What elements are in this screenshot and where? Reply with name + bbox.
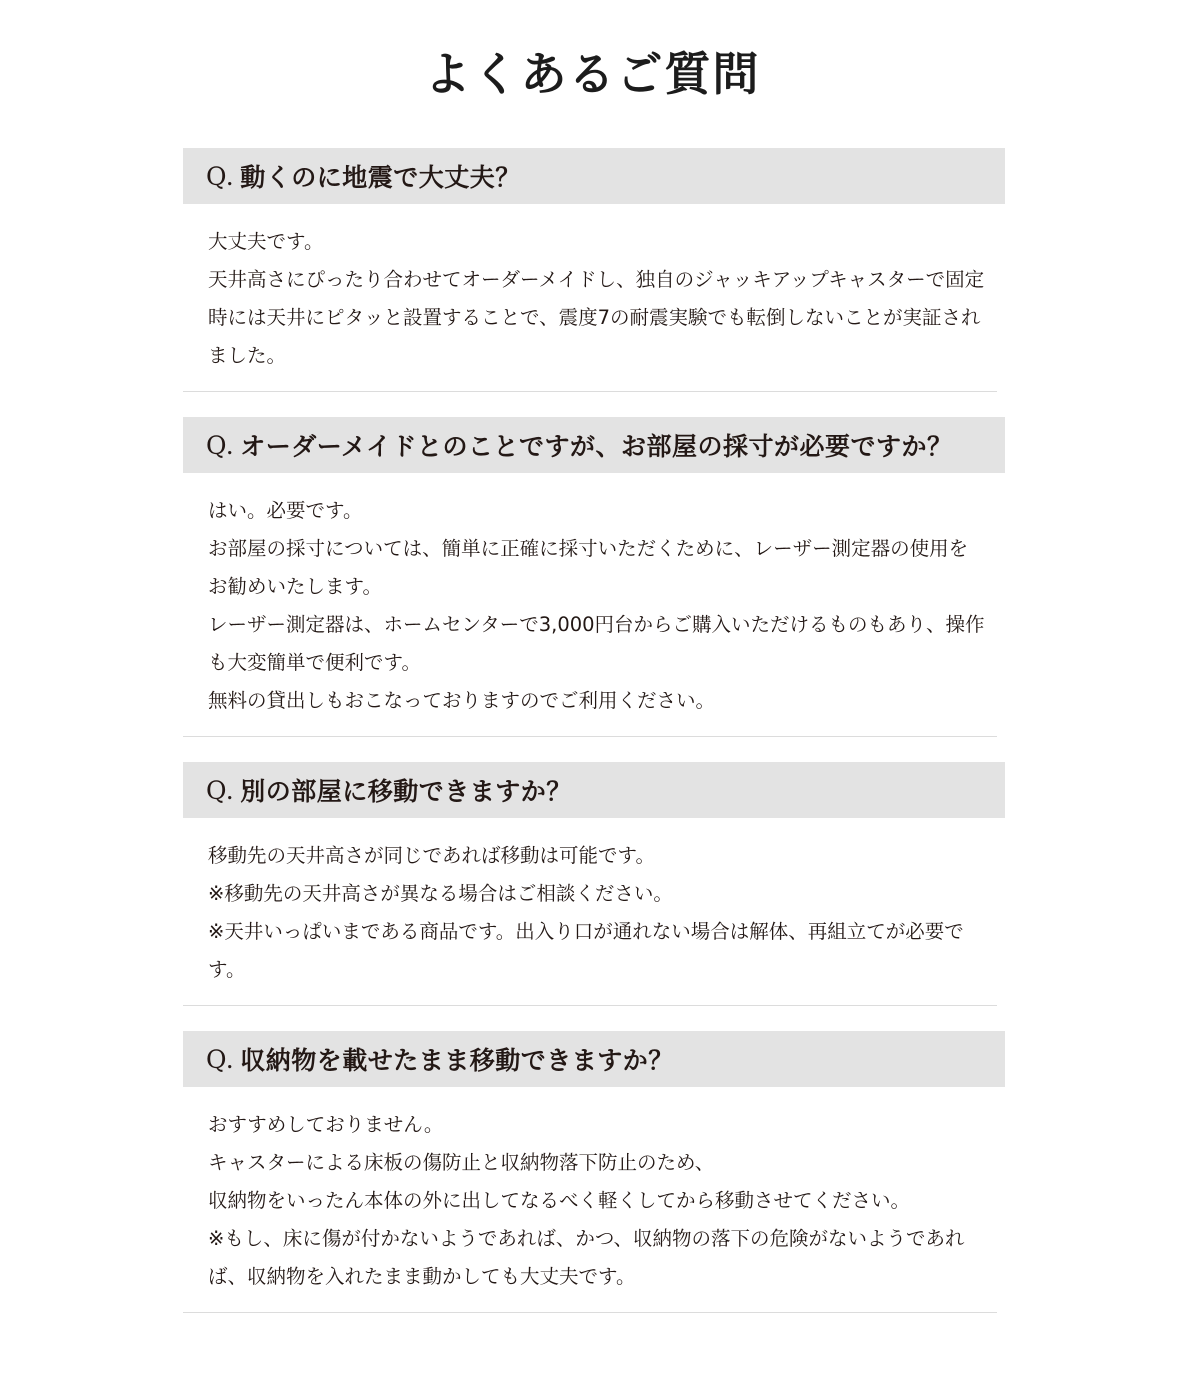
- answer-line: お部屋の採寸については、簡単に正確に採寸いただくために、レーザー測定器の使用をお勧めいたします。: [208, 537, 969, 598]
- faq-answer: [183, 473, 997, 737]
- answer-line: 収納物をいったん本体の外に出してなるべく軽くしてから移動させてください。: [208, 1189, 911, 1212]
- question-prefix: Q.: [206, 161, 235, 191]
- faq-question: [183, 1031, 1005, 1087]
- question-prefix: Q.: [206, 430, 235, 460]
- answer-line: 大丈夫です。: [208, 230, 324, 253]
- faq-item: [183, 417, 1005, 737]
- faq-answer: [183, 204, 997, 392]
- answer-line: 無料の貸出しもおこなっておりますのでご利用ください。: [208, 689, 716, 712]
- faq-answer: [183, 1087, 997, 1313]
- answer-line: レーザー測定器は、ホームセンターで3,000円台からご購入いただけるものもあり、操作も大変簡単で便利です。: [208, 613, 985, 674]
- question-text: 動くのに地震で大丈夫？: [240, 163, 521, 192]
- answer-line: 移動先の天井高さが同じであれば移動は可能です。: [208, 844, 655, 867]
- faq-item: [183, 762, 1005, 1006]
- faq-list: [183, 148, 1005, 1338]
- answer-line: ※もし、床に傷が付かないようであれば、かつ、収納物の落下の危険がないようであれば、収納物を入れたまま動かしても大丈夫です。: [208, 1227, 965, 1288]
- page-title: よくあるご質問: [424, 47, 761, 101]
- answer-line: ※移動先の天井高さが異なる場合はご相談ください。: [208, 882, 673, 905]
- answer-line: 天井高さにぴったり合わせてオーダーメイドし、独自のジャッキアップキャスターで固定時には天井にピタッと設置することで、震度7の耐震実験でも転倒しないことが実証されました。: [208, 268, 985, 367]
- answer-line: キャスターによる床板の傷防止と収納物落下防止のため、: [208, 1151, 715, 1174]
- faq-question: [183, 762, 1005, 818]
- question-text: 別の部屋に移動できますか？: [240, 777, 572, 806]
- answer-line: ※天井いっぱいまである商品です。出入り口が通れない場合は解体、再組立てが必要です。: [208, 920, 964, 981]
- answer-line: はい。必要です。: [208, 499, 363, 522]
- question-prefix: Q.: [206, 775, 235, 805]
- question-prefix: Q.: [206, 1044, 235, 1074]
- question-text: 収納物を載せたまま移動できますか？: [240, 1046, 674, 1075]
- faq-answer: [183, 818, 997, 1006]
- faq-question: [183, 148, 1005, 204]
- faq-question: [183, 417, 1005, 473]
- faq-item: [183, 1031, 1005, 1313]
- faq-item: [183, 148, 1005, 392]
- answer-line: おすすめしておりません。: [208, 1113, 444, 1136]
- question-text: オーダーメイドとのことですが、お部屋の採寸が必要ですか？: [240, 432, 953, 461]
